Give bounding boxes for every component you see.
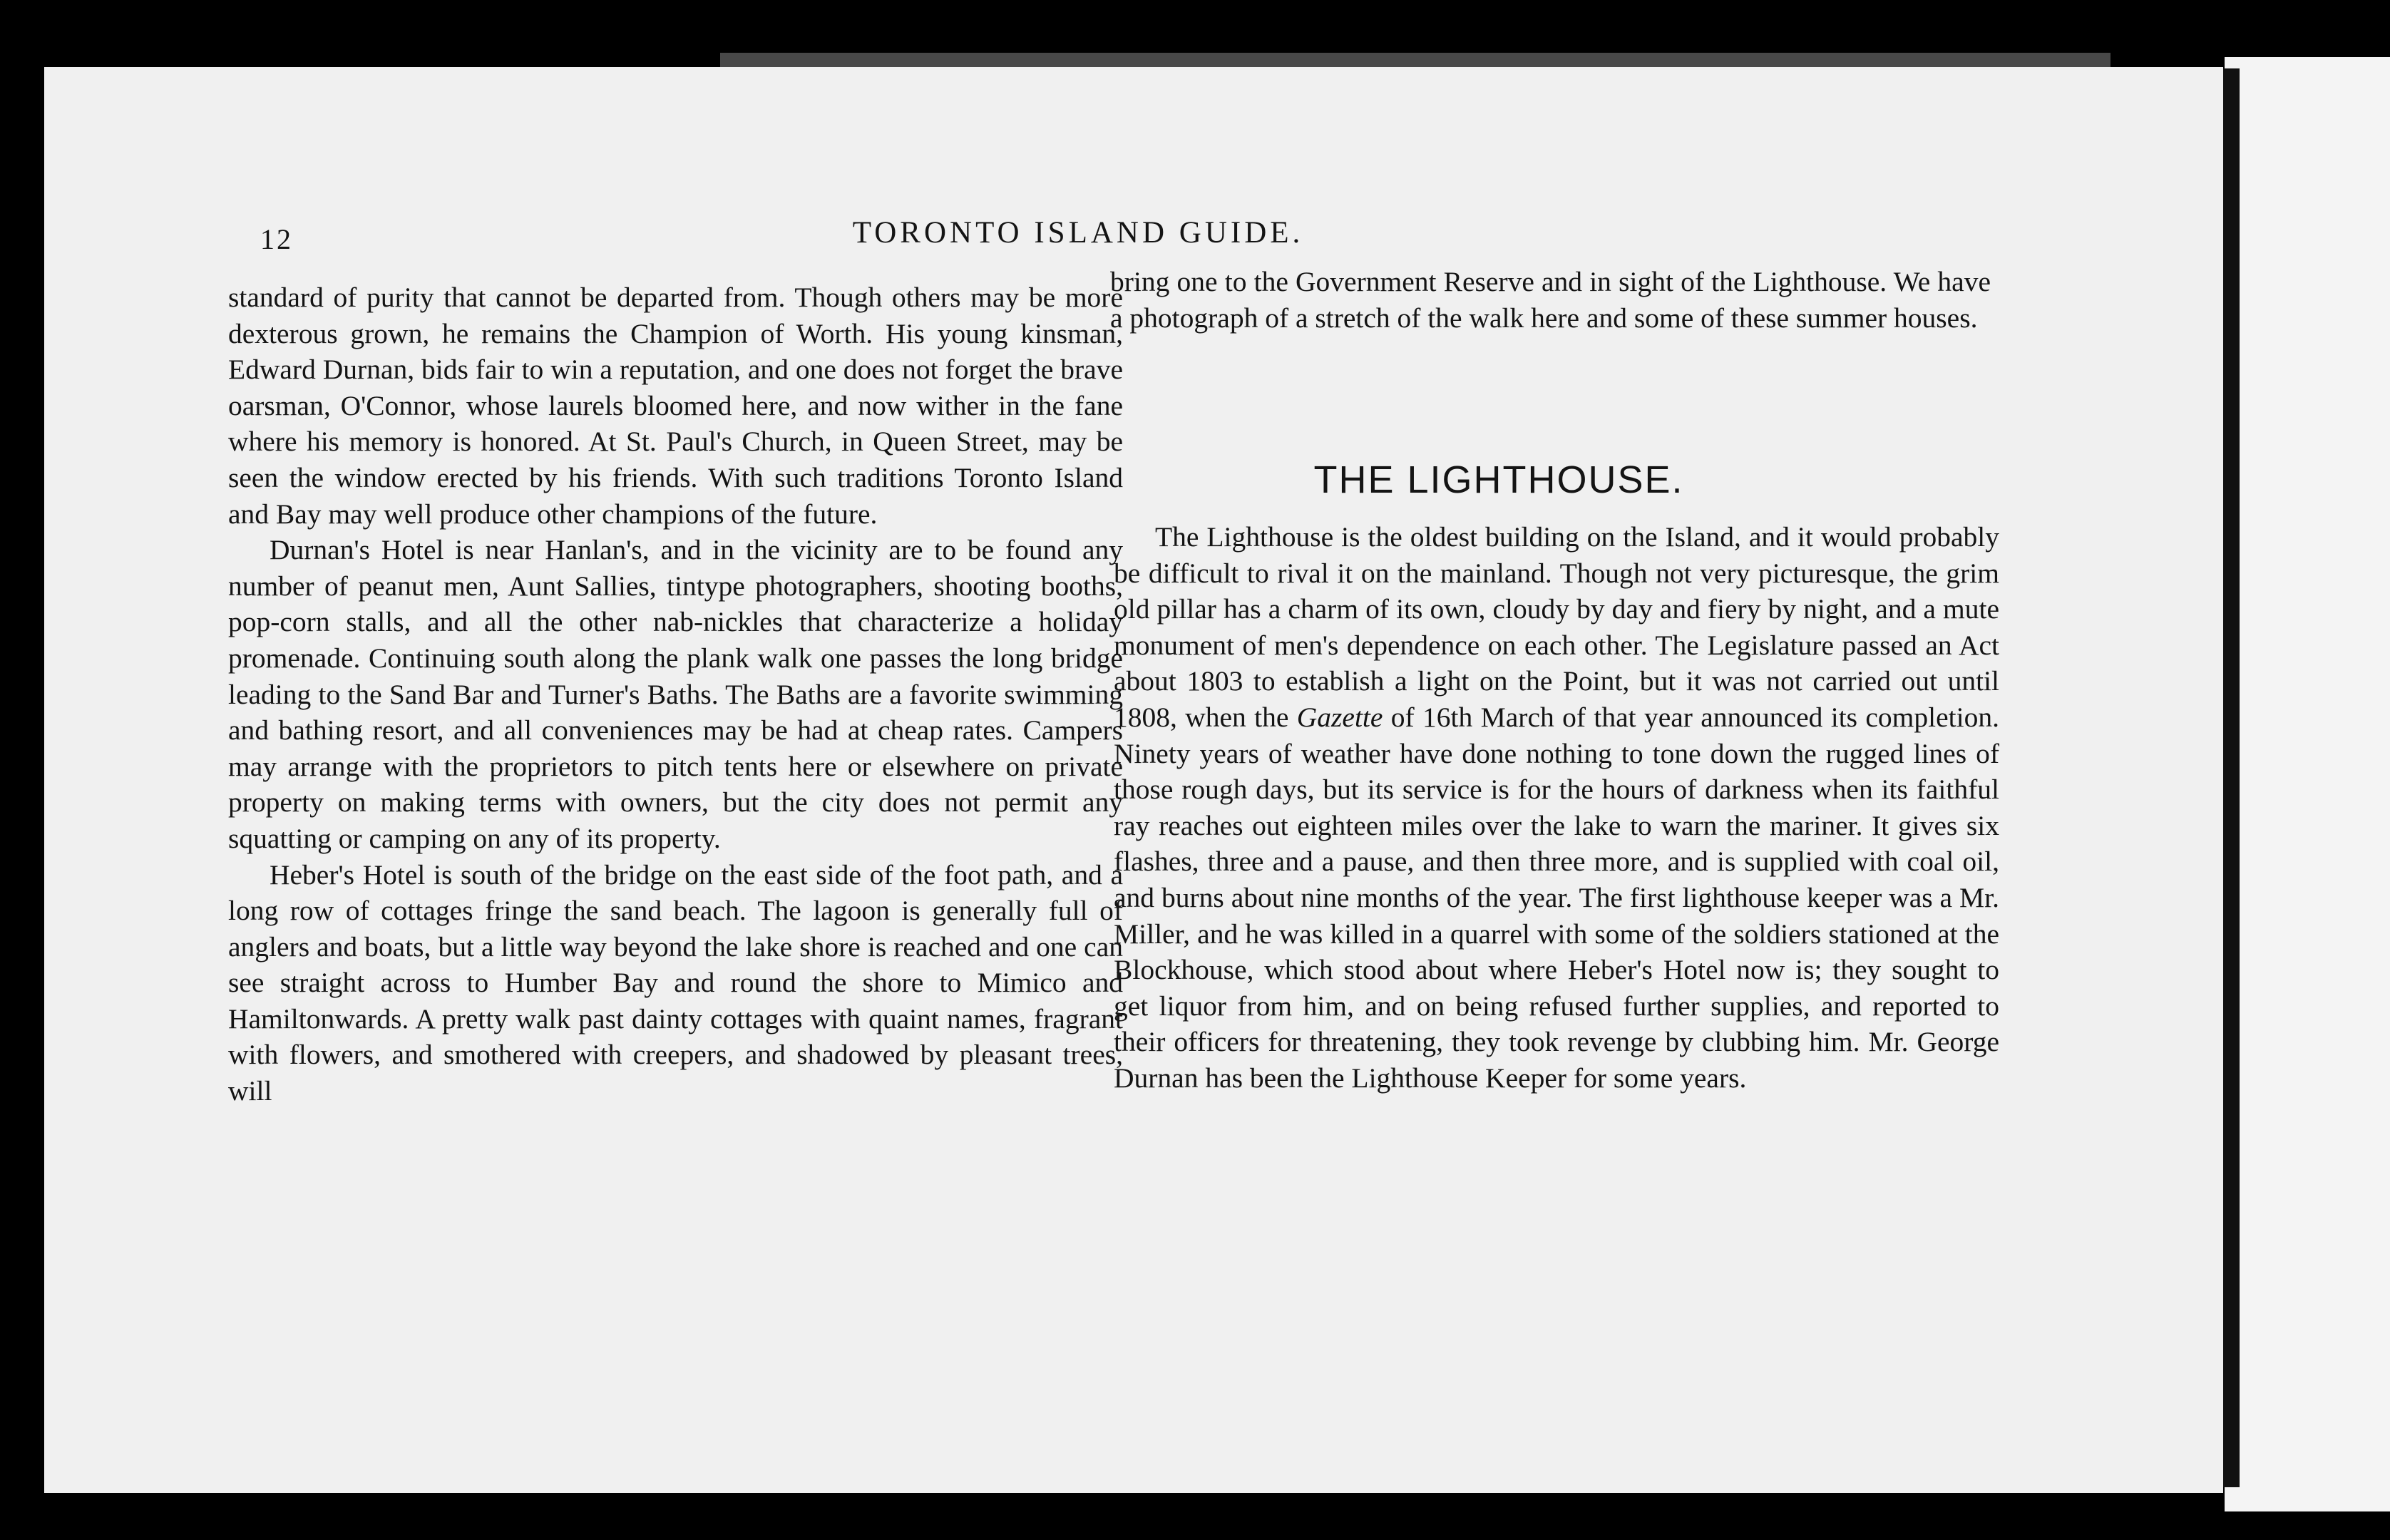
book-page xyxy=(44,67,2223,1493)
paragraph: Heber's Hotel is south of the bridge on the east side of the foot path, and a long row of cottages fringe the sand beach. The lagoon is generally full of anglers and boats, but a little way beyond the lake shore is reached and one can see straight across to Humber Bay and round the shore to Mimico and Hamiltonwards. A pretty walk past dainty cottages with quaint names, fragrant with flowers, and smothered with creepers, and shadowed by pleasant trees, will xyxy=(228,858,1123,1107)
paragraph: standard of purity that cannot be departed from. Though others may be more dexterous grown, he remains the Champion of Worth. His young kinsman, Edward Durnan, bids fair to win a reputation, and one does not forget the brave oarsman, O'Connor, whose laurels bloomed here, and now wither in the fane where his memory is honored. At St. Paul's Church, in Queen Street, may be seen the window erected by his friends. With such traditions Toronto Island and Bay may well produce other champions of the future. xyxy=(228,282,1123,530)
adjacent-page-edge xyxy=(2225,57,2390,1511)
running-title: TORONTO ISLAND GUIDE. xyxy=(852,216,1304,250)
left-column xyxy=(228,279,1123,1109)
section-heading: THE LIGHTHOUSE. xyxy=(1313,458,1684,501)
top-edge-strip xyxy=(720,53,2111,67)
gutter-shadow xyxy=(2221,68,2240,1487)
italic-title: Gazette xyxy=(1296,701,1383,733)
text-run: of 16th March of that year announced its completion. Ninety years of weather have done nothing to tone down the rugged lines of those rough days, but its service is for the hours of darkness when its faithful ray reaches out eighteen miles over the lake to warn the mariner. It gives six flashes, three and a pause, and then three more, and is supplied with coal oil, and burns about nine months of the year. The first lighthouse keeper was a Mr. Miller, and he was killed in a quarrel with some of the soldiers stationed at the Blockhouse, which stood about where Heber's Hotel now is; they sought to get liquor from him, and on being refused further supplies, and reported to their officers for threatening, they took revenge by clubbing him. Mr. George Durnan has been the Lighthouse Keeper for some years. xyxy=(1114,701,1999,1094)
right-column xyxy=(1114,519,1999,1097)
right-column-continuation xyxy=(1110,264,1991,336)
paragraph: bring one to the Government Reserve and in sight of the Lighthouse. We have a photograph of a stretch of the walk here and some of these summer houses. xyxy=(1110,266,1991,334)
paragraph: Durnan's Hotel is near Hanlan's, and in the vicinity are to be found any number of peanut men, Aunt Sallies, tintype photographers, shooting booths, pop-corn stalls, and all the other nab-nickles that characterize a holiday promenade. Continuing south along the plank walk one passes the long bridge leading to the Sand Bar and Turner's Baths. The Baths are a favorite swimming and bathing resort, and all conveniences may be had at cheap rates. Campers may arrange with the proprietors to pitch tents here or elsewhere on private property on making terms with owners, but the city does not permit any squatting or camping on any of its property. xyxy=(228,534,1123,854)
paragraph xyxy=(1114,519,1999,1097)
page-number: 12 xyxy=(260,223,293,255)
text-run: The Lighthouse is the oldest building on the Island, and it would probably be difficult to rival it on the mainland. Though not very picturesque, the grim old pillar has a charm of its own, cloudy by day and fiery by night, and a mute monument of men's dependence on each other. The Legislature passed an Act about 1803 to establish a light on the Point, but it was not carried out until 1808, when the xyxy=(1114,521,1999,733)
